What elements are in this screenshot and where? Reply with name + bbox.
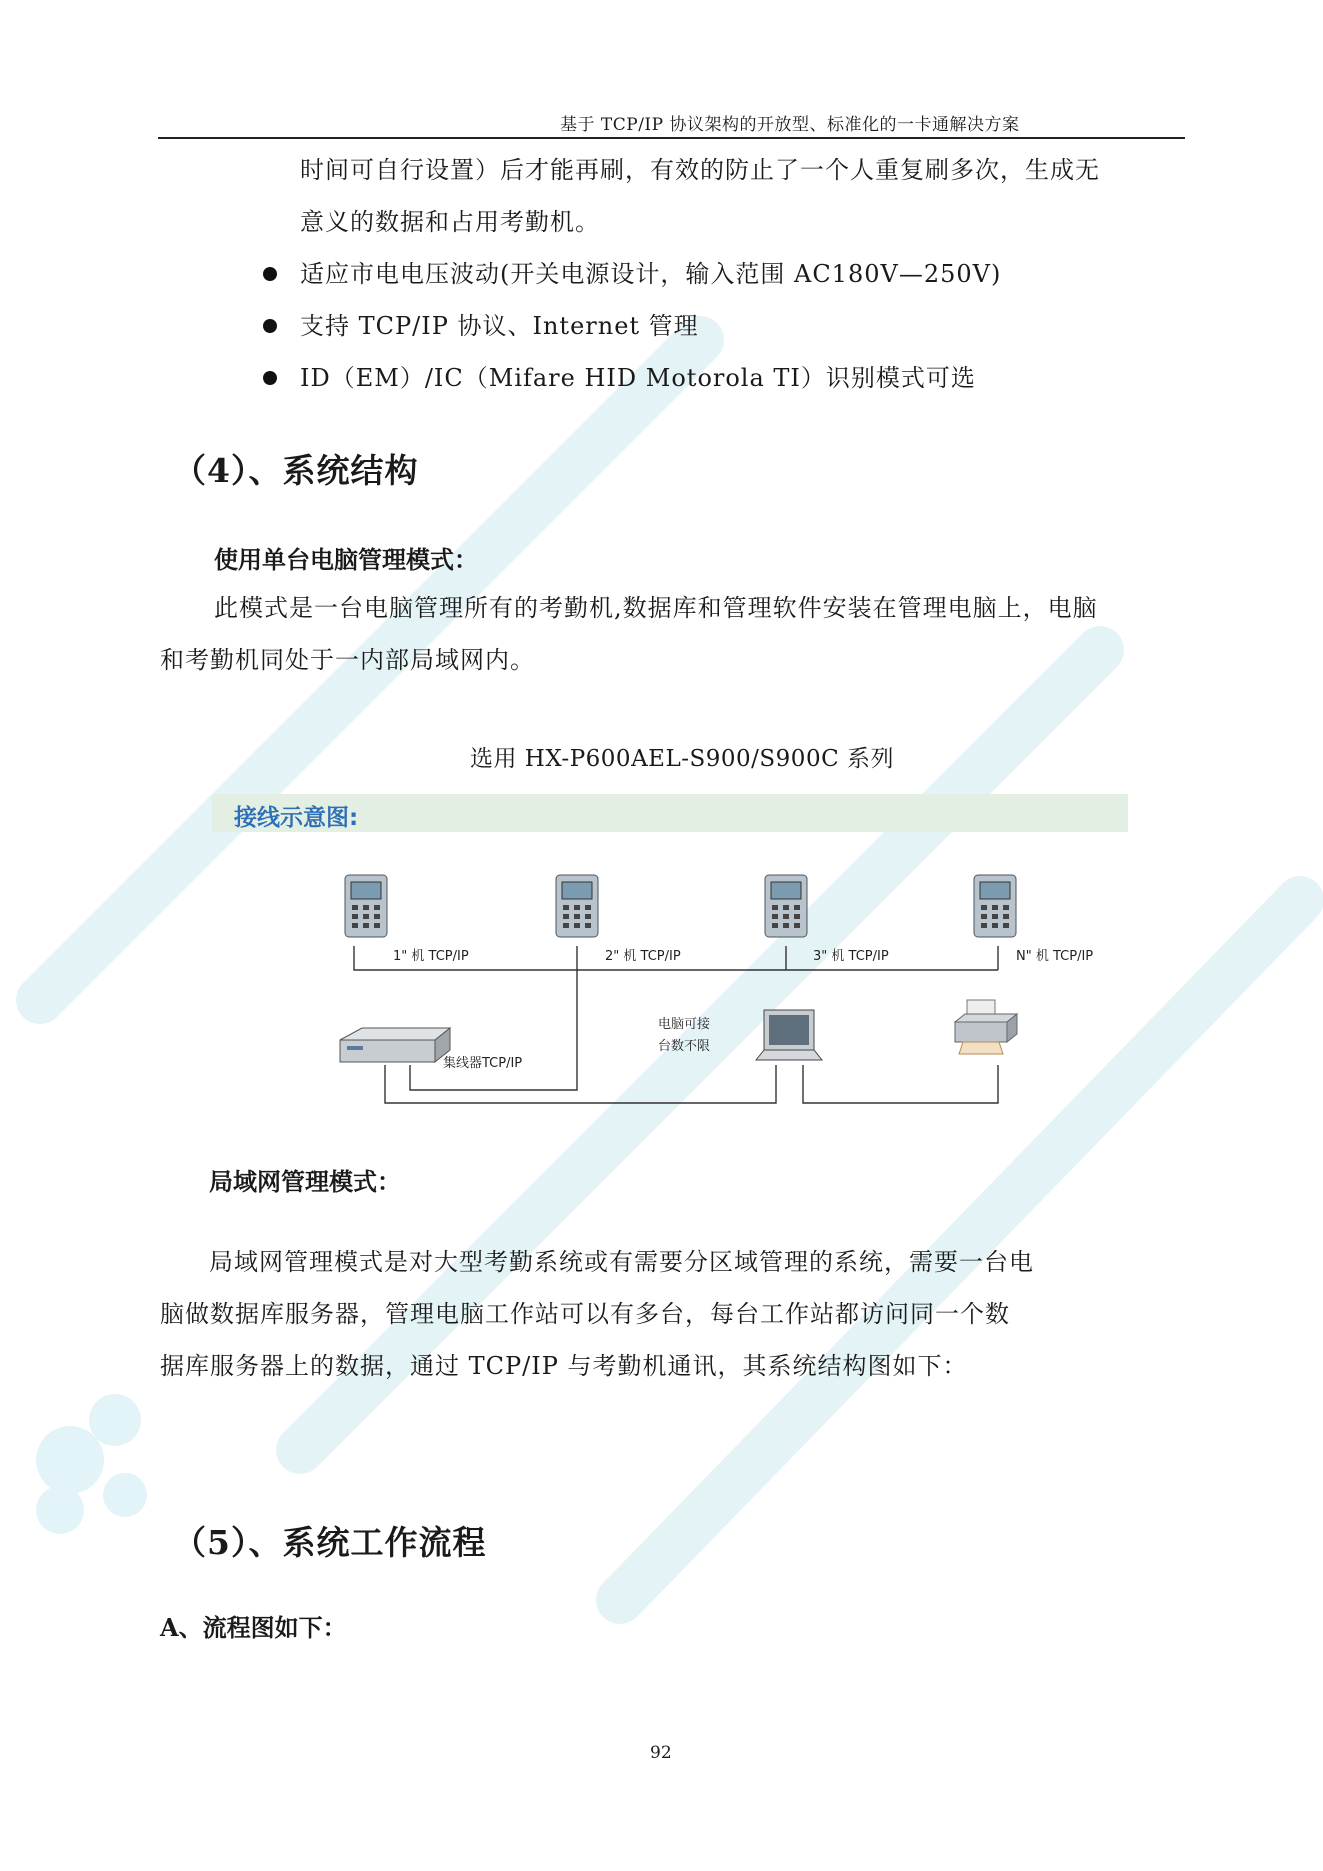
hub-icon [340,1028,450,1062]
bullet-item: 适应市电电压波动(开关电源设计，输入范围 AC180V—250V) [300,260,1002,288]
terminal-icon [974,875,1016,937]
section-5-title: （5）、系统工作流程 [173,1523,487,1562]
bullet-icon [263,319,277,333]
running-header: 基于 TCP/IP 协议架构的开放型、标准化的一卡通解决方案 [560,115,1020,135]
flowchart-subheading: A、流程图如下： [160,1613,347,1642]
pc-label: 电脑可接 [658,1017,711,1032]
section-4-title: （4）、系统结构 [173,451,419,490]
lan-line-1: 局域网管理模式是对大型考勤系统或有需要分区域管理的系统，需要一台电 [209,1248,1034,1276]
lan-heading: 局域网管理模式： [209,1167,401,1196]
header-rule [158,137,1185,139]
terminal-icon [345,875,387,937]
page-number: 92 [650,1743,672,1763]
terminal-label: 2" 机 TCP/IP [605,949,681,964]
terminal-label: 3" 机 TCP/IP [813,949,889,964]
bullet-item: 支持 TCP/IP 协议、Internet 管理 [300,312,699,340]
single-pc-line-2: 和考勤机同处于一内部局域网内。 [160,646,535,674]
lan-line-2: 脑做数据库服务器，管理电脑工作站可以有多台，每台工作站都访问同一个数 [160,1300,1010,1328]
single-pc-line-1: 此模式是一台电脑管理所有的考勤机,数据库和管理软件安装在管理电脑上，电脑 [214,594,1098,622]
diagram-banner-label: 接线示意图: [234,805,359,831]
intro-line-2: 意义的数据和占用考勤机。 [300,208,600,236]
printer-icon [955,1000,1017,1054]
lan-line-3: 据库服务器上的数据，通过 TCP/IP 与考勤机通讯，其系统结构图如下： [160,1352,968,1380]
computer-icon [756,1010,822,1060]
diagram-caption: 选用 HX-P600AEL-S900/S900C 系列 [470,746,894,772]
bullet-icon [263,267,277,281]
hub-label: 集线器TCP/IP [443,1056,523,1071]
terminal-icon [556,875,598,937]
intro-line-1: 时间可自行设置）后才能再刷，有效的防止了一个人重复刷多次，生成无 [300,156,1100,184]
bullet-icon [263,371,277,385]
single-pc-heading: 使用单台电脑管理模式： [214,545,478,574]
terminal-label: 1" 机 TCP/IP [393,949,469,964]
pc-label: 台数不限 [658,1039,711,1054]
wiring-diagram [330,860,1130,1120]
terminal-icon [765,875,807,937]
bullet-item: ID（EM）/IC（Mifare HID Motorola TI）识别模式可选 [300,364,976,392]
terminal-label: N" 机 TCP/IP [1016,949,1094,964]
